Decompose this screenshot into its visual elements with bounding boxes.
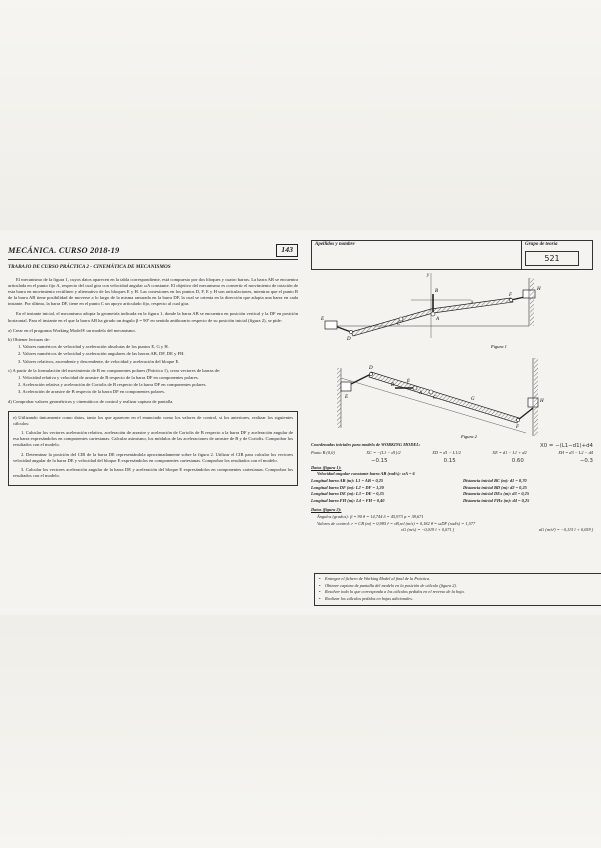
deliverables-box xyxy=(314,573,601,606)
distance-bd: Distancia inicial BD (m): d2 = 0,25 xyxy=(463,484,527,490)
figure-1-caption: Figura 1 xyxy=(491,344,507,349)
label-d-2: D xyxy=(369,366,373,371)
course-title: MECÁNICA. CURSO 2018-19 xyxy=(8,246,120,256)
joint-f xyxy=(509,298,512,301)
label-a-2: A xyxy=(419,391,423,396)
figure-2-caption: Figura 2 xyxy=(461,434,477,439)
length-fh: Longitud barra FH (m): L4 = FH = 0,40 xyxy=(311,497,385,503)
intro-paragraph-1: El mecanismo de la figura 1, cuyos datos aparecen en la tabla correspondiente, está compuesto por dos bloques y cuatro barras. La barra AB se encuentra articulada en el punto fijo A, respecto del cual gira con velocidad angular ωA constante. El objetivo del mecanismo es convertir el movimiento de rotación de esta barra en movimiento rectilíneo y alternativo de los bloques E y H. Las conexiones en los puntos D, F, E y H son articulaciones, mientras que el punto B de la barra AB tiene posibilidad de moverse a lo largo de la misma ranurada en la barra DF, la cual se orienta en la dirección que adopta una barra en cada instante. Por último, la barra DF, tiene en el punto C un apoyo articulado fijo, respecto al cual gira. xyxy=(8,276,298,307)
wall-hatch-2 xyxy=(337,368,341,428)
joint-f-2 xyxy=(516,418,519,421)
group-value[interactable]: 521 xyxy=(525,251,579,266)
mechanism-figures xyxy=(311,268,593,440)
bar-df xyxy=(351,298,513,336)
intro-paragraph-2: En el instante inicial, el mecanismo adopta la geometría indicada en la figura 1, donde la barra AB se encuentra en posición vertical y la DF en posición horizontal. Para el instante en el que la barra AB ha girado un ángulo β = 90º en sentido antihorario respecto de su posición inicial (figura 2), se pide: xyxy=(8,311,298,323)
group-field xyxy=(522,241,592,269)
pivot-a xyxy=(431,312,435,316)
practice-subtitle: TRABAJO DE CURSO PRÁCTICA 2 - CINEMÁTICA DE MECANISMOS xyxy=(8,263,171,270)
formula-row xyxy=(311,450,593,457)
right-column xyxy=(311,240,593,270)
data-block xyxy=(311,442,593,534)
question-c-item: 2. Aceleración relativa y aceleración de Coriolis de B respecto de la barra DF en componentes polares. xyxy=(18,382,207,388)
joint-d xyxy=(349,330,352,333)
label-b-2: B xyxy=(391,383,395,388)
label-c-2: C xyxy=(433,396,437,401)
coords-row xyxy=(311,442,593,450)
figure-2-diagram xyxy=(337,358,544,439)
vector-vg: vG (m/s) = −0,019 î + 0,071 ĵ xyxy=(401,527,454,533)
deliverable-item: • Realizar los cálculos pedidos en hojas adicionales. xyxy=(319,596,598,603)
label-h: H xyxy=(537,287,541,292)
joint-d-2 xyxy=(369,372,372,375)
handwritten-value: −0.15 xyxy=(371,457,388,464)
fig1-data-title: Datos (figura 1): xyxy=(311,464,342,470)
label-a: A xyxy=(436,317,440,322)
distances-column xyxy=(463,478,593,504)
handwritten-value: 0.60 xyxy=(511,457,524,464)
wall-hatch xyxy=(530,278,534,326)
label-beta-2: β xyxy=(407,379,410,384)
vectors-row xyxy=(311,527,593,534)
blank-top-area xyxy=(0,0,601,230)
omega-value: Velocidad angular constante barra AB (rad/s): ωA = 6 xyxy=(317,471,415,477)
lengths-row xyxy=(311,478,593,504)
label-h-2: H xyxy=(540,399,544,404)
label-e: E xyxy=(321,317,325,322)
handwritten-row xyxy=(311,457,593,465)
pivot-c-2 xyxy=(429,390,433,394)
deliverable-item: • Resolver todo lo que corresponda a los cálculos pedidos en el reverso de la hoja. xyxy=(319,589,598,596)
coords-title: Coordenadas iniciales para modelo de WORKING MODEL: xyxy=(311,442,421,447)
angles-row: Ángulos (grados): β = 90 θ = 14,744 δ = 45,973 φ = 38,671 xyxy=(317,514,424,520)
pivot-a-2 xyxy=(413,386,417,390)
label-c: C xyxy=(397,322,401,327)
question-b: b) Obtener lecturas de: xyxy=(8,337,50,343)
exercise-code: 143 xyxy=(276,244,298,257)
xe-formula: XE = d1 − L1 + d2 xyxy=(492,450,527,456)
group-label: Grupo de teoría xyxy=(525,242,558,247)
name-label: Apellidos y nombre xyxy=(315,242,355,247)
block-e xyxy=(325,321,337,329)
calc-task-1: 1. Calcular los vectores aceleración relativa, aceleración de arrastre y aceleración de Coriolis de B respecto a la barra DF y aceleración angular de esa barra expresándolos en componentes cartesianas. Calcular asimismo, los módulos de las aceleraciones de arrastre de B y de Coriolis. Comprobar los resultados con el modelo. xyxy=(13,430,293,448)
deliverable-item: • Entregar el fichero de Working Model al final de la Práctica. xyxy=(319,576,598,583)
deliverable-item: • Obtener captura de pantalla del modelo en la posición de cálculo (figura 2). xyxy=(319,583,598,590)
question-c-item: 1. Velocidad relativa y velocidad de arrastre de B respecto de la barra DF en componentes polares. xyxy=(18,374,199,380)
question-d: d) Comprobar valores geométricos y cinemáticos de control y realizar captura de pantalla. xyxy=(8,398,174,404)
control-row: Valores de control: r = CB (m) = 0,985 ř = vB,rel (m/s) = 0,182 θ̇ = ωDF (rad/s) = 1,577 xyxy=(317,520,476,526)
length-de: Longitud barra DE (m): L3 = DE = 0,35 xyxy=(311,491,384,497)
label-f-2: F xyxy=(516,425,520,430)
label-d: D xyxy=(347,337,351,342)
question-c-item: 3. Aceleración de arrastre de B respecto de la barra DF en componentes polares. xyxy=(18,389,166,395)
calc-intro: e) Utilizando únicamente como datos, tanto los que aparecen en el enunciado como los valores de control, si los anteriores, realizar los siguientes cálculos: xyxy=(13,414,293,426)
question-b-item: 1. Valores numéricos de velocidad y aceleración absolutas de los puntos E, G y H. xyxy=(18,344,169,350)
length-ab: Longitud barra AB (m): L1 = AB = 0,25 xyxy=(311,478,384,484)
label-b: B xyxy=(435,289,439,294)
distance-fhx: Distancia inicial FHx (m): d4 = 0,25 xyxy=(463,497,530,503)
bar-df-2 xyxy=(369,372,519,423)
bar-fh-2 xyxy=(518,408,533,420)
handwritten-value: −0.3 xyxy=(579,457,593,464)
question-b-item: 3. Valores relativos, ascendente y descendente, de velocidad y aceleración del bloque E. xyxy=(18,358,180,364)
vector-ag: aG (m/s²) = −0,115 î + 0,059 ĵ xyxy=(538,527,593,533)
ground-line-2 xyxy=(341,378,526,433)
pivot-c xyxy=(399,317,403,321)
calc-task-3: 3. Calcular los vectores aceleración angular de la barra DE y aceleración del bloque E expresándolos en componentes cartesianas. Comprobar los resultados con el modelo. xyxy=(13,467,293,479)
label-f: F xyxy=(509,293,513,298)
figure-1-diagram xyxy=(320,273,541,349)
label-g-2: G xyxy=(471,397,475,402)
blank-bottom-area xyxy=(0,615,601,848)
calc-task-2: 2. Determinar la posición del CIR de la barra DE representándola aproximadamente sobre la figura 2. Utilizar el CIR para calcular los vectores velocidad angular de la barra DE y velocidad del bloque E expresándolos en componentes cartesianas. Comprobar los resultados con el modelo. xyxy=(13,451,293,463)
point-b: Punto B (0,0) xyxy=(311,450,335,456)
label-e-2: E xyxy=(345,395,349,400)
distance-bc: Distancia inicial BC (m): d1 = 0,70 xyxy=(463,478,527,484)
fig2-data-title: Datos (figura 2): xyxy=(311,507,342,513)
label-x: x xyxy=(471,300,474,305)
page-header xyxy=(8,244,298,260)
wall-hatch-3 xyxy=(534,358,538,436)
label-y: y xyxy=(427,273,430,278)
xd-formula: XD = d1 − L1/2 xyxy=(432,450,461,456)
bar-de xyxy=(335,326,351,332)
length-df: Longitud barra DF (m): L2 = DF = 1,20 xyxy=(311,484,384,490)
distance-dex: Distancia inicial DEx (m): d3 = 0,25 xyxy=(463,491,530,497)
question-b-item: 2. Valores numéricos de velocidad y aceleración angulares de las barras AB, DF, DE y FH. xyxy=(18,351,185,357)
question-a: a) Crear en el programa Working Model® un modelo del mecanismo. xyxy=(8,327,136,333)
handwritten-value: 0.15 xyxy=(443,457,456,464)
problem-statement-column xyxy=(8,244,298,486)
xc-formula: XC = −(L1 − d1)/2 xyxy=(366,450,401,456)
student-info-bar xyxy=(311,240,593,270)
xh-formula: XH = d3 − L2 − d4 xyxy=(558,450,593,456)
handwritten-x0: X0 = −(L1−d1)+d4 xyxy=(540,443,593,449)
question-c: c) A partir de la formulación del movimiento de B en componentes polares (Práctica 1), crear vectores de barras de: xyxy=(8,367,221,373)
lengths-column xyxy=(311,478,451,504)
block-e-2 xyxy=(341,382,351,391)
name-field[interactable] xyxy=(312,241,522,269)
calculation-tasks-box xyxy=(8,411,298,487)
